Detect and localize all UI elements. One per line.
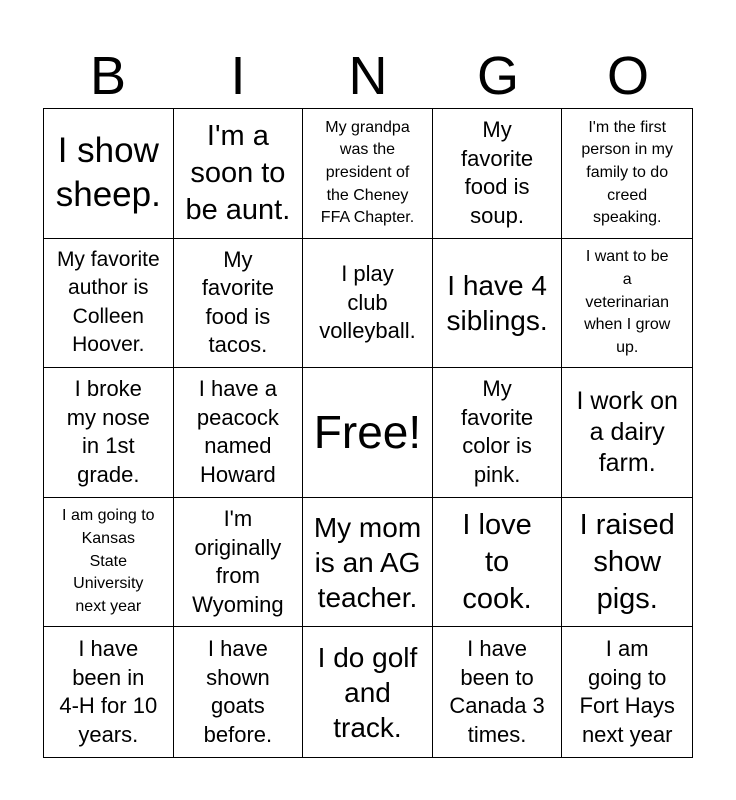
bingo-card-grid <box>43 108 693 758</box>
bingo-cell-r5-c3[interactable]: I do golf and track. <box>303 627 433 757</box>
bingo-header <box>43 44 693 108</box>
bingo-cell-r5-c2[interactable]: I have shown goats before. <box>174 627 304 757</box>
bingo-cell-r4-c3[interactable]: My mom is an AG teacher. <box>303 498 433 628</box>
header-letter-i: I <box>230 46 246 106</box>
bingo-cell-r2-c1[interactable]: My favorite author is Colleen Hoover. <box>44 239 174 369</box>
bingo-cell-r1-c2[interactable]: I'm a soon to be aunt. <box>174 109 304 239</box>
bingo-cell-r1-c1[interactable]: I show sheep. <box>44 109 174 239</box>
bingo-cell-r3-c5[interactable]: I work on a dairy farm. <box>562 368 692 498</box>
bingo-cell-r2-c4[interactable]: I have 4 siblings. <box>433 239 563 369</box>
bingo-cell-r3-c4[interactable]: My favorite color is pink. <box>433 368 563 498</box>
bingo-cell-r5-c4[interactable]: I have been to Canada 3 times. <box>433 627 563 757</box>
bingo-cell-r4-c4[interactable]: I love to cook. <box>433 498 563 628</box>
bingo-cell-r4-c5[interactable]: I raised show pigs. <box>562 498 692 628</box>
bingo-free-space[interactable]: Free! <box>303 368 433 498</box>
bingo-cell-r2-c5[interactable]: I want to be a veterinarian when I grow up. <box>562 239 692 369</box>
header-letter-g: G <box>476 46 519 106</box>
bingo-cell-r1-c4[interactable]: My favorite food is soup. <box>433 109 563 239</box>
bingo-cell-r1-c5[interactable]: I'm the first person in my family to do creed speaking. <box>562 109 692 239</box>
bingo-cell-r4-c1[interactable]: I am going to Kansas State University next year <box>44 498 174 628</box>
bingo-cell-r5-c1[interactable]: I have been in 4-H for 10 years. <box>44 627 174 757</box>
bingo-cell-r3-c2[interactable]: I have a peacock named Howard <box>174 368 304 498</box>
bingo-cell-r4-c2[interactable]: I'm originally from Wyoming <box>174 498 304 628</box>
bingo-cell-r2-c2[interactable]: My favorite food is tacos. <box>174 239 304 369</box>
header-letter-n: N <box>348 46 388 106</box>
bingo-cell-r1-c3[interactable]: My grandpa was the president of the Cheney FFA Chapter. <box>303 109 433 239</box>
header-letter-b: B <box>89 46 127 106</box>
header-letter-o: O <box>606 46 649 106</box>
bingo-cell-r2-c3[interactable]: I play club volleyball. <box>303 239 433 369</box>
bingo-cell-r3-c1[interactable]: I broke my nose in 1st grade. <box>44 368 174 498</box>
bingo-cell-r5-c5[interactable]: I am going to Fort Hays next year <box>579 636 675 747</box>
